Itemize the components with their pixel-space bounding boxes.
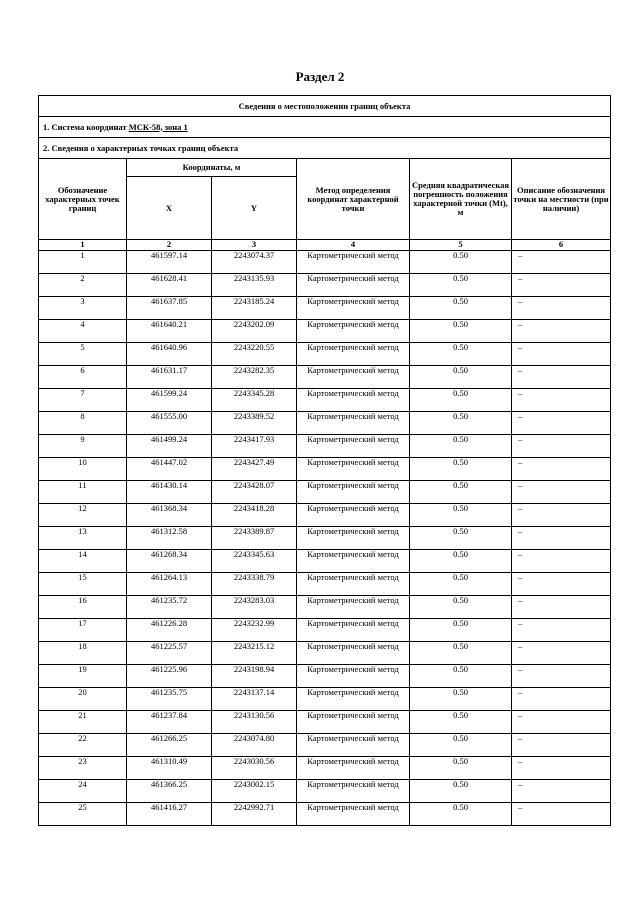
- accuracy: 0.50: [410, 665, 512, 688]
- y-coordinate: 2243428.07: [212, 481, 297, 504]
- y-coordinate: 2243185.24: [212, 297, 297, 320]
- x-coordinate: 461225.96: [127, 665, 212, 688]
- accuracy: 0.50: [410, 757, 512, 780]
- method: Картометрический метод: [297, 711, 410, 734]
- table-row: [39, 481, 611, 504]
- method: Картометрический метод: [297, 642, 410, 665]
- point-number: 25: [39, 803, 127, 826]
- y-coordinate: 2243215.12: [212, 642, 297, 665]
- x-coordinate: 461366.25: [127, 780, 212, 803]
- table-row: [39, 274, 611, 297]
- description: –: [512, 481, 611, 504]
- x-coordinate: 461599.24: [127, 389, 212, 412]
- coord-system-prefix: 1. Система координат: [43, 121, 129, 132]
- description: –: [512, 573, 611, 596]
- x-coordinate: 461264.13: [127, 573, 212, 596]
- description: –: [512, 619, 611, 642]
- description: –: [512, 527, 611, 550]
- accuracy: 0.50: [410, 573, 512, 596]
- method: Картометрический метод: [297, 481, 410, 504]
- description: –: [512, 320, 611, 343]
- table-row: [39, 412, 611, 435]
- x-coordinate: 461268.34: [127, 550, 212, 573]
- point-number: 23: [39, 757, 127, 780]
- method: Картометрический метод: [297, 435, 410, 458]
- table-row: [39, 343, 611, 366]
- point-number: 12: [39, 504, 127, 527]
- x-coordinate: 461266.25: [127, 734, 212, 757]
- y-coordinate: 2243198.94: [212, 665, 297, 688]
- method: Картометрический метод: [297, 343, 410, 366]
- accuracy: 0.50: [410, 527, 512, 550]
- column-number: 2: [127, 240, 212, 251]
- description: –: [512, 297, 611, 320]
- method: Картометрический метод: [297, 274, 410, 297]
- point-number: 1: [39, 251, 127, 274]
- accuracy: 0.50: [410, 711, 512, 734]
- accuracy: 0.50: [410, 803, 512, 826]
- coord-system-row: [39, 117, 611, 138]
- table-row: [39, 734, 611, 757]
- point-number: 19: [39, 665, 127, 688]
- method: Картометрический метод: [297, 458, 410, 481]
- x-coordinate: 461312.58: [127, 527, 212, 550]
- table-row: [39, 320, 611, 343]
- y-coordinate: 2243389.87: [212, 527, 297, 550]
- y-coordinate: 2243283.03: [212, 596, 297, 619]
- accuracy: 0.50: [410, 550, 512, 573]
- description: –: [512, 343, 611, 366]
- table-row: [39, 504, 611, 527]
- header-y: Y: [212, 177, 297, 240]
- accuracy: 0.50: [410, 366, 512, 389]
- x-coordinate: 461499.24: [127, 435, 212, 458]
- description: –: [512, 435, 611, 458]
- column-number: 1: [39, 240, 127, 251]
- x-coordinate: 461597.14: [127, 251, 212, 274]
- column-number: 6: [512, 240, 611, 251]
- table-row: [39, 780, 611, 803]
- x-coordinate: 461447.02: [127, 458, 212, 481]
- x-coordinate: 461631.17: [127, 366, 212, 389]
- accuracy: 0.50: [410, 274, 512, 297]
- table-row: [39, 389, 611, 412]
- method: Картометрический метод: [297, 757, 410, 780]
- description: –: [512, 251, 611, 274]
- x-coordinate: 461225.57: [127, 642, 212, 665]
- page-title: Раздел 2: [295, 69, 345, 84]
- accuracy: 0.50: [410, 412, 512, 435]
- description: –: [512, 366, 611, 389]
- y-coordinate: 2243282.35: [212, 366, 297, 389]
- table-row: [39, 527, 611, 550]
- y-coordinate: 2243030.56: [212, 757, 297, 780]
- point-number: 7: [39, 389, 127, 412]
- accuracy: 0.50: [410, 320, 512, 343]
- y-coordinate: 2243202.09: [212, 320, 297, 343]
- method: Картометрический метод: [297, 366, 410, 389]
- y-coordinate: 2243232.99: [212, 619, 297, 642]
- accuracy: 0.50: [410, 343, 512, 366]
- x-coordinate: 461430.14: [127, 481, 212, 504]
- table-row: [39, 435, 611, 458]
- accuracy: 0.50: [410, 297, 512, 320]
- table-row: [39, 297, 611, 320]
- header-method: Метод определения координат характерной точки: [297, 159, 410, 240]
- accuracy: 0.50: [410, 251, 512, 274]
- description: –: [512, 504, 611, 527]
- method: Картометрический метод: [297, 688, 410, 711]
- description: –: [512, 803, 611, 826]
- description: –: [512, 665, 611, 688]
- accuracy: 0.50: [410, 389, 512, 412]
- description: –: [512, 642, 611, 665]
- x-coordinate: 461237.84: [127, 711, 212, 734]
- header-accuracy: Средняя квадратическая погрешность положения характерной точки (Mt), м: [410, 159, 512, 240]
- y-coordinate: 2243137.14: [212, 688, 297, 711]
- accuracy: 0.50: [410, 481, 512, 504]
- boundary-points-table: [38, 95, 611, 826]
- accuracy: 0.50: [410, 734, 512, 757]
- table-row: [39, 366, 611, 389]
- x-coordinate: 461235.75: [127, 688, 212, 711]
- x-coordinate: 461368.34: [127, 504, 212, 527]
- table-row: [39, 688, 611, 711]
- points-header: 2. Сведения о характерных точках границ объекта: [39, 138, 611, 159]
- method: Картометрический метод: [297, 780, 410, 803]
- accuracy: 0.50: [410, 688, 512, 711]
- y-coordinate: 2243345.63: [212, 550, 297, 573]
- point-number: 2: [39, 274, 127, 297]
- y-coordinate: 2243002.15: [212, 780, 297, 803]
- column-number: 3: [212, 240, 297, 251]
- accuracy: 0.50: [410, 596, 512, 619]
- point-number: 17: [39, 619, 127, 642]
- table-row: [39, 803, 611, 826]
- point-number: 9: [39, 435, 127, 458]
- point-number: 24: [39, 780, 127, 803]
- accuracy: 0.50: [410, 642, 512, 665]
- section-header: Сведения о местоположении границ объекта: [39, 96, 611, 117]
- table-row: [39, 619, 611, 642]
- y-coordinate: 2243345.28: [212, 389, 297, 412]
- x-coordinate: 461640.96: [127, 343, 212, 366]
- header-designation: Обозначение характерных точек границ: [39, 159, 127, 240]
- x-coordinate: 461416.27: [127, 803, 212, 826]
- method: Картометрический метод: [297, 297, 410, 320]
- method: Картометрический метод: [297, 619, 410, 642]
- x-coordinate: 461640.21: [127, 320, 212, 343]
- table-row: [39, 573, 611, 596]
- y-coordinate: 2243418.28: [212, 504, 297, 527]
- accuracy: 0.50: [410, 619, 512, 642]
- header-x: X: [127, 177, 212, 240]
- method: Картометрический метод: [297, 596, 410, 619]
- description: –: [512, 274, 611, 297]
- y-coordinate: 2243135.93: [212, 274, 297, 297]
- column-number: 5: [410, 240, 512, 251]
- table-row: [39, 757, 611, 780]
- accuracy: 0.50: [410, 435, 512, 458]
- point-number: 18: [39, 642, 127, 665]
- method: Картометрический метод: [297, 550, 410, 573]
- point-number: 13: [39, 527, 127, 550]
- point-number: 21: [39, 711, 127, 734]
- method: Картометрический метод: [297, 389, 410, 412]
- table-row: [39, 711, 611, 734]
- y-coordinate: 2243427.49: [212, 458, 297, 481]
- method: Картометрический метод: [297, 803, 410, 826]
- table-row: [39, 596, 611, 619]
- y-coordinate: 2243220.55: [212, 343, 297, 366]
- point-number: 10: [39, 458, 127, 481]
- method: Картометрический метод: [297, 734, 410, 757]
- point-number: 6: [39, 366, 127, 389]
- method: Картометрический метод: [297, 665, 410, 688]
- table-row: [39, 642, 611, 665]
- description: –: [512, 389, 611, 412]
- x-coordinate: 461226.28: [127, 619, 212, 642]
- x-coordinate: 461628.41: [127, 274, 212, 297]
- point-number: 3: [39, 297, 127, 320]
- method: Картометрический метод: [297, 320, 410, 343]
- description: –: [512, 688, 611, 711]
- table-row: [39, 458, 611, 481]
- method: Картометрический метод: [297, 504, 410, 527]
- method: Картометрический метод: [297, 573, 410, 596]
- description: –: [512, 757, 611, 780]
- point-number: 16: [39, 596, 127, 619]
- method: Картометрический метод: [297, 527, 410, 550]
- y-coordinate: 2243338.79: [212, 573, 297, 596]
- description: –: [512, 780, 611, 803]
- header-coordinates: Координаты, м: [127, 159, 297, 177]
- description: –: [512, 711, 611, 734]
- y-coordinate: 2243130.56: [212, 711, 297, 734]
- description: –: [512, 550, 611, 573]
- header-description: Описание обозначения точки на местности (при наличии): [512, 159, 611, 240]
- y-coordinate: 2243389.52: [212, 412, 297, 435]
- point-number: 4: [39, 320, 127, 343]
- method: Картометрический метод: [297, 412, 410, 435]
- coord-system-value: МСК-58, зона 1: [128, 121, 188, 132]
- table-row: [39, 665, 611, 688]
- description: –: [512, 412, 611, 435]
- accuracy: 0.50: [410, 780, 512, 803]
- y-coordinate: 2243074.37: [212, 251, 297, 274]
- table-row: [39, 550, 611, 573]
- accuracy: 0.50: [410, 458, 512, 481]
- table-row: [39, 251, 611, 274]
- description: –: [512, 596, 611, 619]
- y-coordinate: 2243417.93: [212, 435, 297, 458]
- y-coordinate: 2242992.71: [212, 803, 297, 826]
- column-number: 4: [297, 240, 410, 251]
- point-number: 20: [39, 688, 127, 711]
- x-coordinate: 461310.49: [127, 757, 212, 780]
- method: Картометрический метод: [297, 251, 410, 274]
- point-number: 8: [39, 412, 127, 435]
- point-number: 15: [39, 573, 127, 596]
- accuracy: 0.50: [410, 504, 512, 527]
- point-number: 11: [39, 481, 127, 504]
- x-coordinate: 461555.00: [127, 412, 212, 435]
- description: –: [512, 734, 611, 757]
- point-number: 22: [39, 734, 127, 757]
- y-coordinate: 2243074.80: [212, 734, 297, 757]
- x-coordinate: 461637.85: [127, 297, 212, 320]
- x-coordinate: 461235.72: [127, 596, 212, 619]
- point-number: 14: [39, 550, 127, 573]
- point-number: 5: [39, 343, 127, 366]
- description: –: [512, 458, 611, 481]
